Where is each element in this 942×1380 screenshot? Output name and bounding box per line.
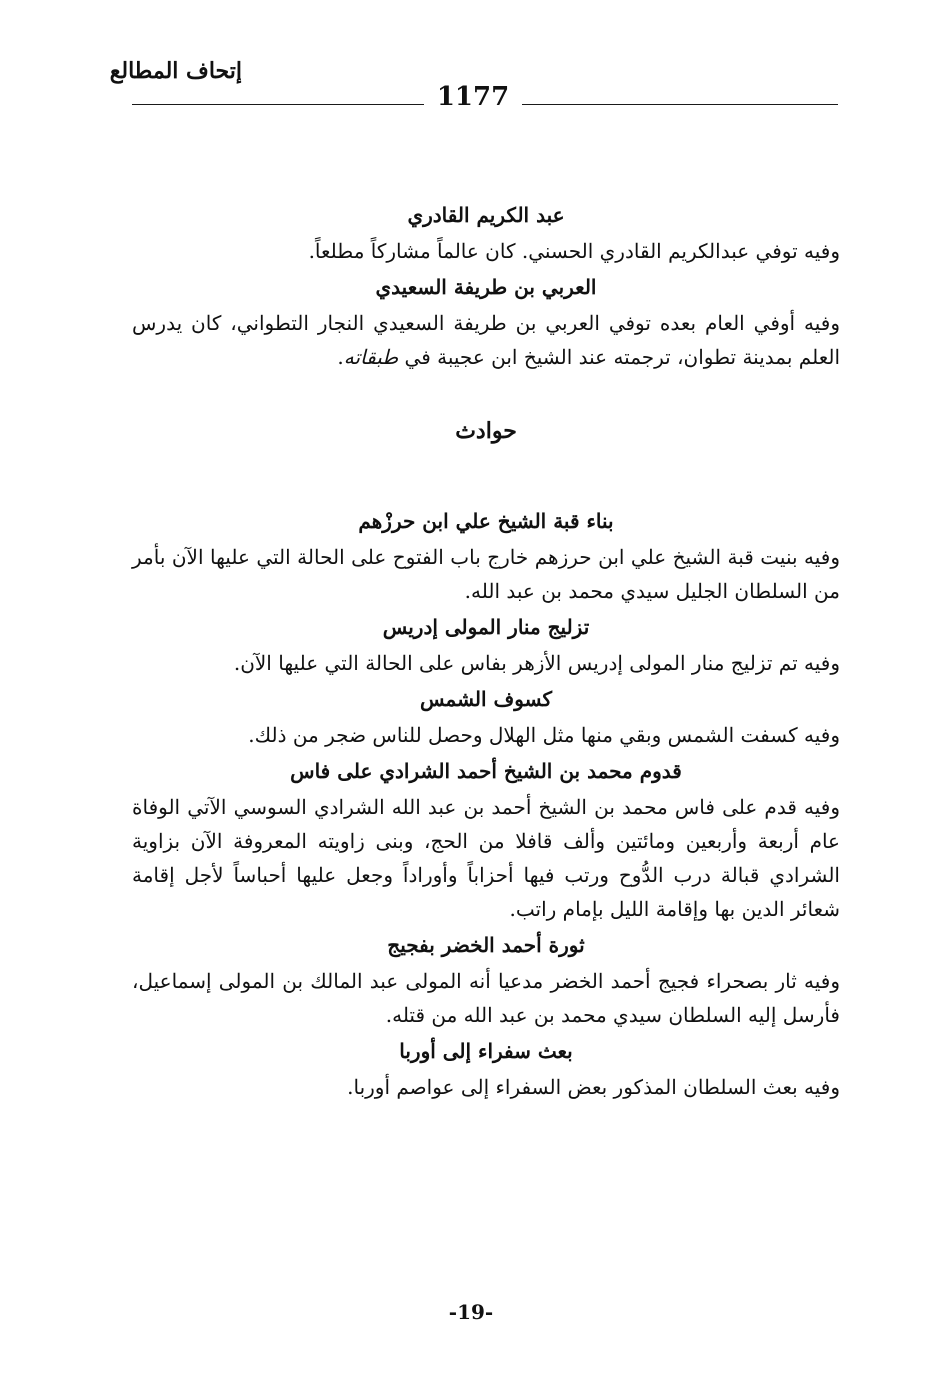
event-entry	[132, 754, 840, 926]
page-content	[132, 198, 840, 1106]
event-entry	[132, 610, 840, 680]
page-number: -19-	[448, 1300, 494, 1324]
entry-text-end: .	[337, 345, 344, 369]
event-entry	[132, 504, 840, 608]
event-text: وفيه تم تزليج منار المولى إدريس الأزهر بفاس على الحالة التي عليها الآن.	[233, 651, 840, 675]
entry-text: وفيه توفي عبدالكريم القادري الحسني. كان عالماً مشاركاً مطلعاً.	[308, 239, 840, 263]
running-title: إتحاف المطالع	[109, 58, 242, 84]
event-text: وفيه ثار بصحراء فجيج أحمد الخضر مدعيا أنه المولى عبد المالك بن المولى إسماعيل، فأرسل إليه السلطان سيدي محمد بن عبد الله من قتله.	[132, 969, 840, 1027]
event-heading: قدوم محمد بن الشيخ أحمد الشرادي على فاس	[290, 759, 682, 783]
entry-text-reference: طبقاته	[343, 345, 399, 369]
entry-text	[132, 306, 840, 374]
event-heading: تزليج منار المولى إدريس	[382, 615, 590, 639]
event-heading: بناء قبة الشيخ علي ابن حرزْهم	[358, 509, 614, 533]
entry-heading: العربي بن طريفة السعيدي	[375, 275, 597, 299]
event-text: وفيه بعث السلطان المذكور بعض السفراء إلى عواصم أوربا.	[347, 1075, 840, 1099]
event-text: وفيه كسفت الشمس وبقي منها مثل الهلال وحصل للناس ضجر من ذلك.	[248, 723, 840, 747]
event-heading: بعث سفراء إلى أوربا	[399, 1039, 573, 1063]
event-text: وفيه بنيت قبة الشيخ علي ابن حرزهم خارج باب الفتوح على الحالة التي عليها الآن بأمر من السلطان الجليل سيدي محمد بن عبد الله.	[132, 545, 840, 603]
entry-heading: عبد الكريم القادري	[407, 203, 565, 227]
event-heading: ثورة أحمد الخضر بفجيج	[387, 933, 585, 957]
entry-text-main: وفيه أوفي العام بعده توفي العربي بن طريفة السعيدي النجار التطواني، كان يدرس العلم بمدينة تطوان، ترجمته عند الشيخ ابن عجيبة في	[132, 311, 840, 369]
year-number: 1177	[436, 82, 510, 112]
section-title: حوادث	[455, 418, 517, 444]
event-text: وفيه قدم على فاس محمد بن الشيخ أحمد بن عبد الله الشرادي السوسي الآتي الوفاة عام أربعة وأربعين ومائتين وألف قافلا من الحج، وبنى زاويته المعروفة الآن بزاوية الشرادي قبالة درب الدُّوح ورتب فيها أحزاباً وأوراداً وجعل عليها أحباساً لأجل إقامة شعائر الدين بها وإقامة الليل بإمام راتب.	[132, 795, 840, 921]
event-entry	[132, 1034, 840, 1104]
header-year-row	[0, 82, 942, 122]
event-entry	[132, 928, 840, 1032]
event-heading: كسوف الشمس	[420, 687, 552, 711]
obituary-entry	[132, 198, 840, 268]
header-rule-left	[132, 104, 424, 105]
event-entry	[132, 682, 840, 752]
header-rule-right	[522, 104, 838, 105]
obituary-entry	[132, 270, 840, 374]
